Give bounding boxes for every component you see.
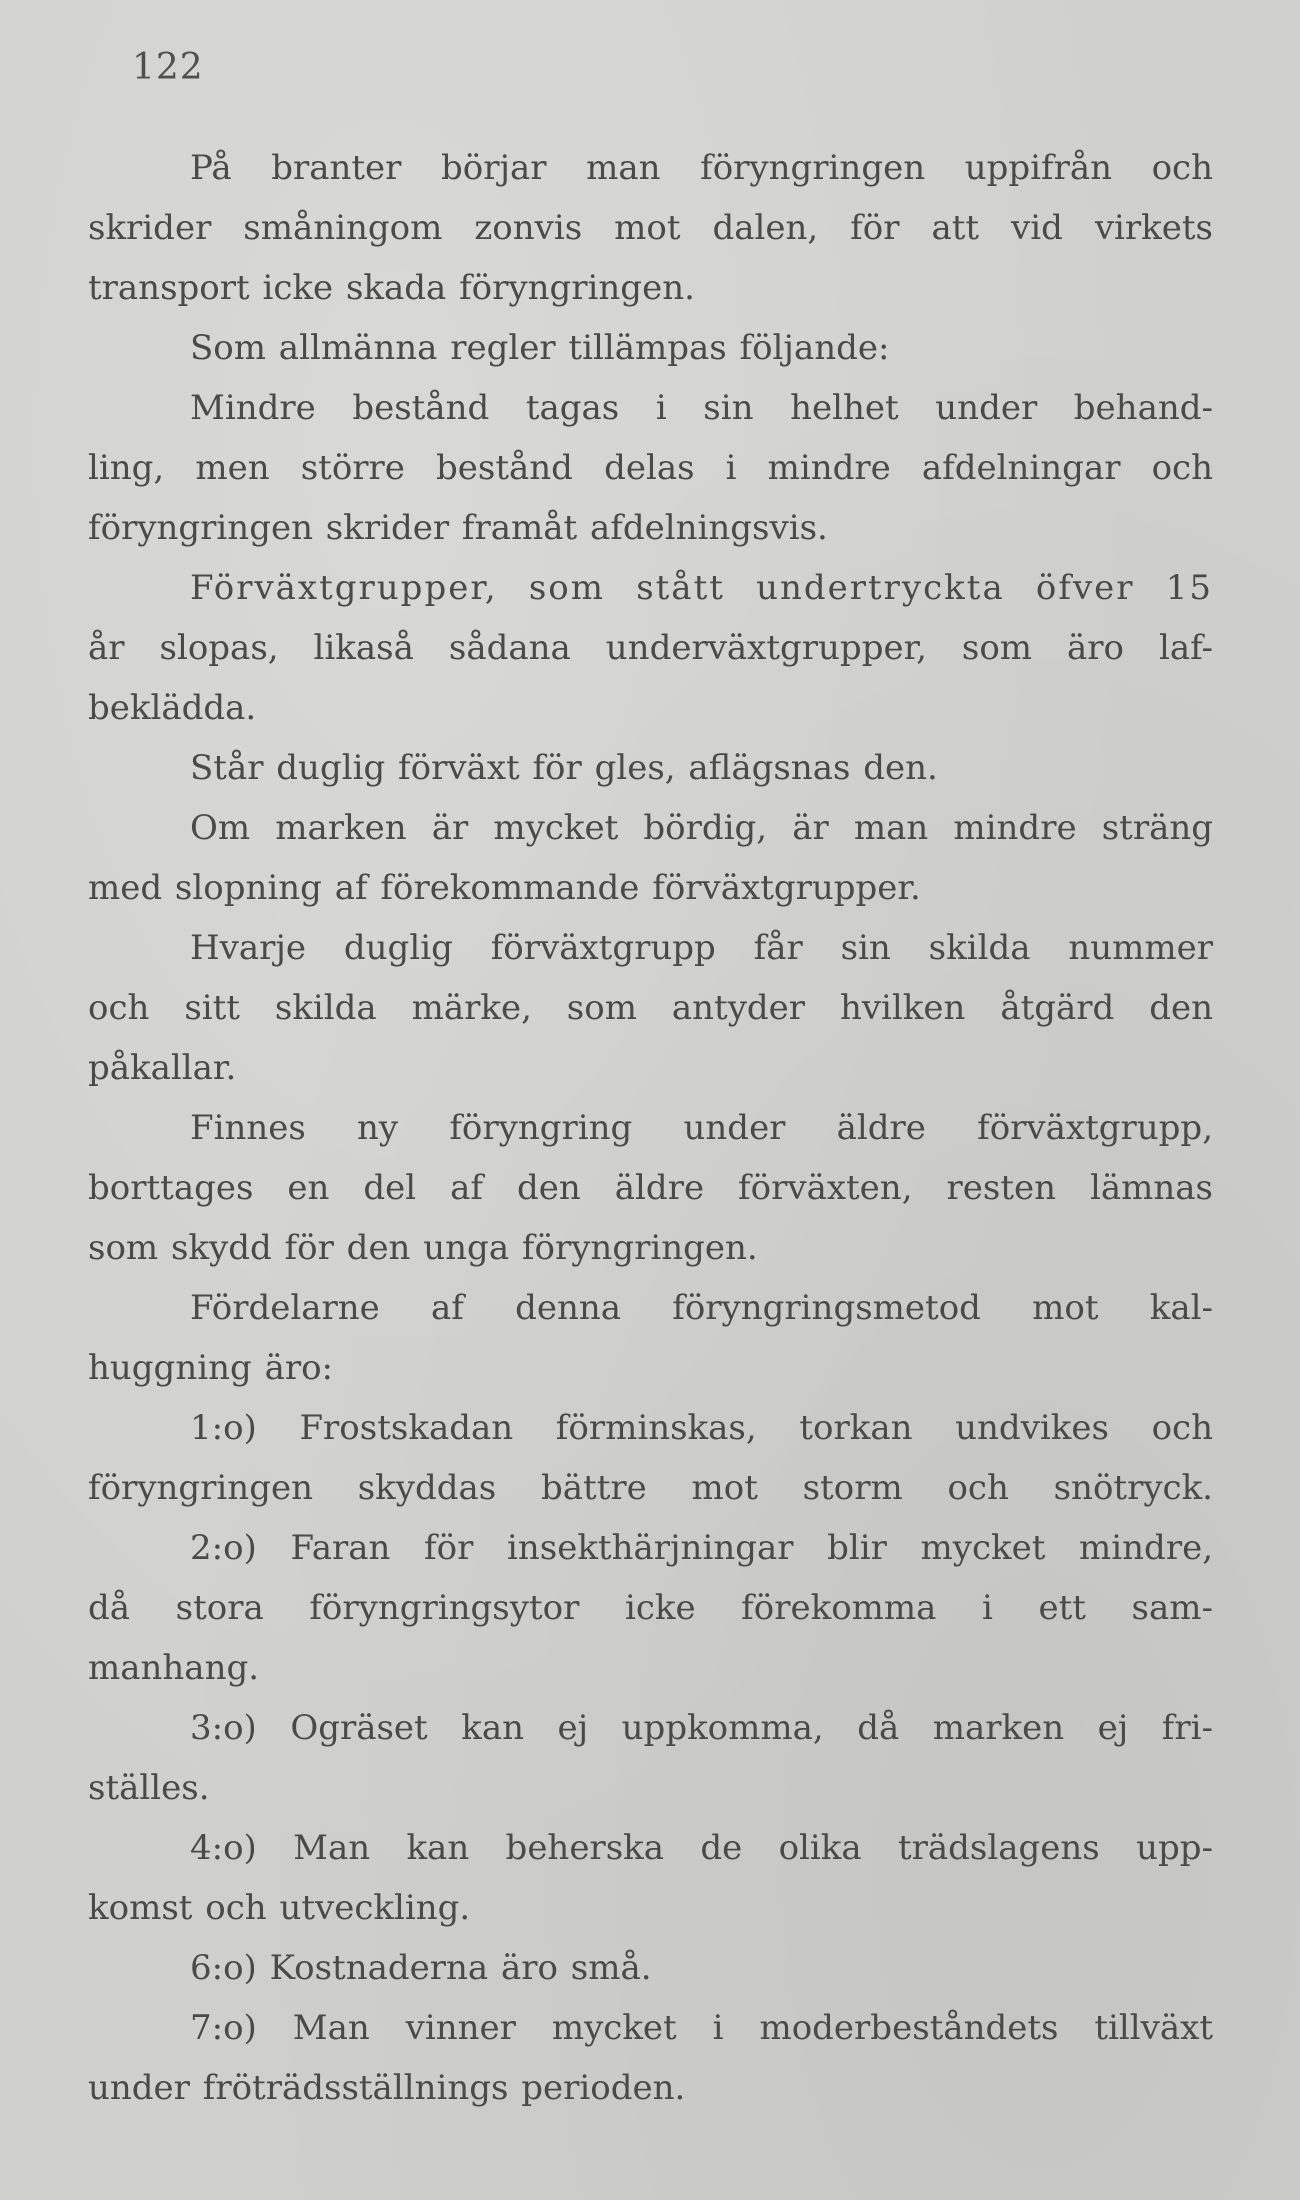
- text-line: 2:o) Faran för insekthärjningar blir mycket mindre,: [190, 1528, 1213, 1568]
- text-line: och sitt skilda märke, som antyder hvilken åtgärd den: [88, 988, 1213, 1028]
- text-line: Hvarje duglig förväxtgrupp får sin skilda nummer: [190, 928, 1213, 968]
- text-line: huggning äro:: [88, 1348, 334, 1388]
- text-line: under fröträdsställnings perioden.: [88, 2068, 686, 2108]
- text-line: då stora föryngringsytor icke förekomma i ett sam-: [88, 1588, 1213, 1628]
- text-line: Står duglig förväxt för gles, aflägsnas den.: [190, 748, 938, 788]
- text-line: ling, men större bestånd delas i mindre afdelningar och: [88, 448, 1213, 488]
- page-number: 122: [132, 47, 204, 88]
- text-line: komst och utveckling.: [88, 1888, 471, 1928]
- text-line: 3:o) Ogräset kan ej uppkomma, då marken ej fri-: [190, 1708, 1213, 1748]
- text-line: Som allmänna regler tillämpas följande:: [190, 328, 890, 368]
- text-line: 4:o) Man kan beherska de olika trädslagens upp-: [190, 1828, 1213, 1868]
- text-line: föryngringen skrider framåt afdelningsvis.: [88, 508, 828, 548]
- text-line: 6:o) Kostnaderna äro små.: [190, 1948, 652, 1988]
- text-line: ställes.: [88, 1768, 210, 1808]
- text-line: På branter börjar man föryngringen uppifrån och: [190, 148, 1213, 188]
- body-text: [88, 138, 1213, 2118]
- text-line: Finnes ny föryngring under äldre förväxtgrupp,: [190, 1108, 1213, 1148]
- text-line: 1:o) Frostskadan förminskas, torkan undvikes och: [190, 1408, 1213, 1448]
- text-line: Förväxtgrupper, som stått undertryckta öfver 15: [190, 568, 1213, 608]
- text-line: Om marken är mycket bördig, är man mindre sträng: [190, 808, 1213, 848]
- text-line: föryngringen skyddas bättre mot storm och snötryck.: [88, 1468, 1213, 1508]
- text-line: år slopas, likaså sådana underväxtgrupper, som äro laf-: [88, 628, 1213, 668]
- text-line: transport icke skada föryngringen.: [88, 268, 695, 308]
- text-line: manhang.: [88, 1648, 260, 1688]
- text-line: borttages en del af den äldre förväxten, resten lämnas: [88, 1168, 1213, 1208]
- text-line: skrider småningom zonvis mot dalen, för att vid virkets: [88, 208, 1213, 248]
- text-line: som skydd för den unga föryngringen.: [88, 1228, 758, 1268]
- text-line: med slopning af förekommande förväxtgrupper.: [88, 868, 921, 908]
- text-line: Mindre bestånd tagas i sin helhet under behand-: [190, 388, 1213, 428]
- text-line: beklädda.: [88, 688, 257, 728]
- text-line: påkallar.: [88, 1048, 237, 1088]
- text-line: Fördelarne af denna föryngringsmetod mot kal-: [190, 1288, 1213, 1328]
- text-line: 7:o) Man vinner mycket i moderbeståndets tillväxt: [190, 2008, 1213, 2048]
